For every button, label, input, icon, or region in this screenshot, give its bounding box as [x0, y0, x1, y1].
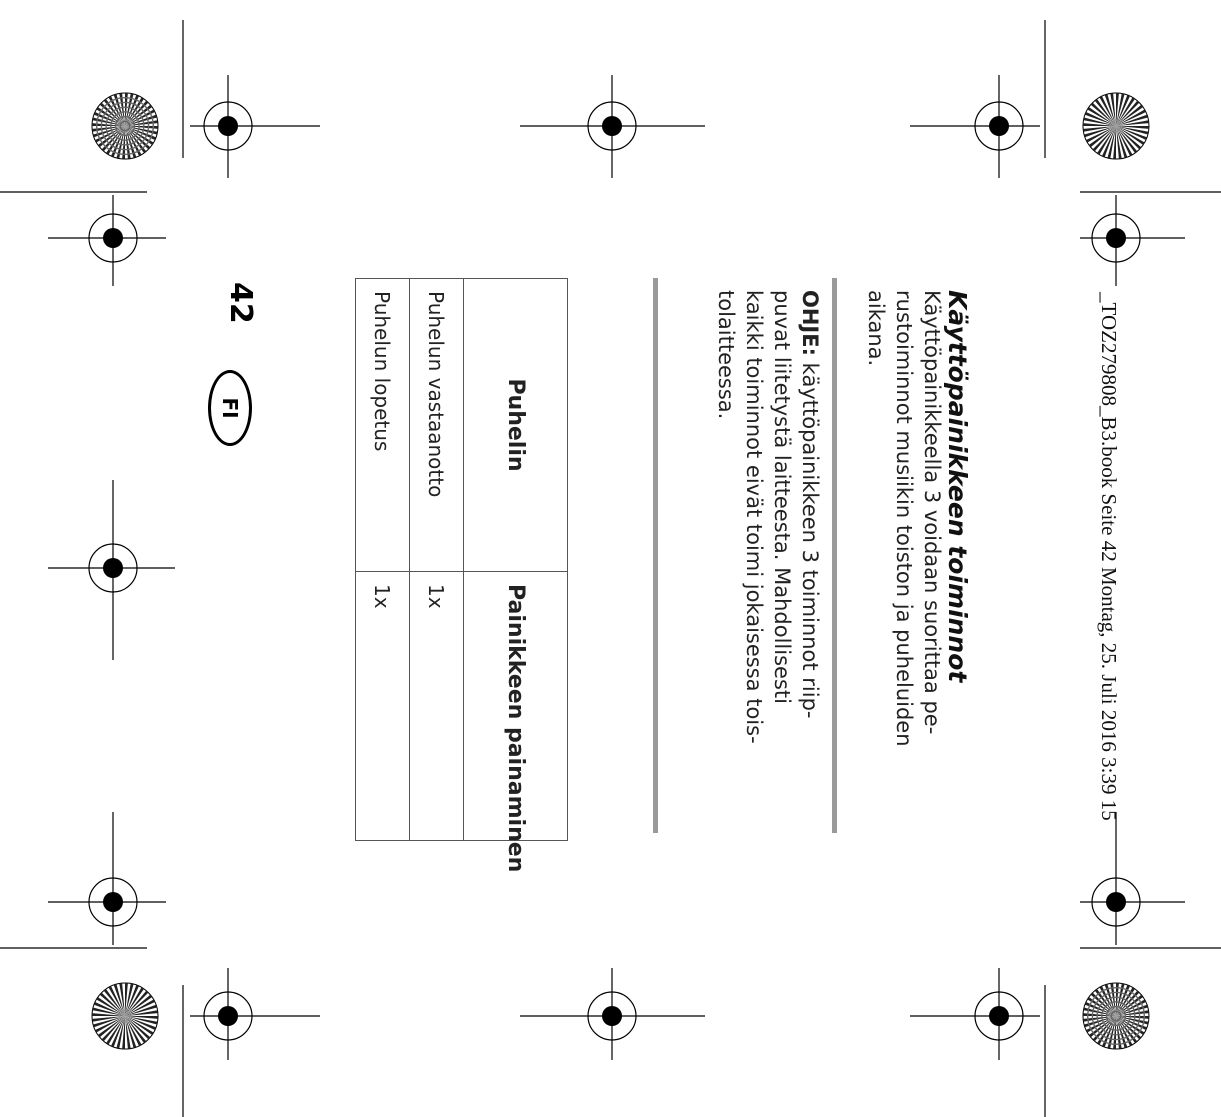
language-code: FI — [218, 397, 242, 419]
crosshair-bottom-right — [910, 968, 1040, 1060]
table-cell: Puhelun vastaanotto — [410, 279, 464, 572]
note-divider-top — [832, 278, 837, 833]
registration-starbursts — [92, 93, 1149, 1049]
crosshair-top-center — [520, 75, 705, 178]
table-cell: Puhelun lopetus — [356, 279, 410, 572]
note-label: OHJE: — [798, 290, 822, 356]
crosshair-top-left — [190, 75, 320, 178]
crosshair-left-upper — [48, 195, 166, 286]
note-line-1 — [799, 290, 820, 718]
crosshair-right-upper — [1080, 195, 1185, 286]
note-line-3: kaikki toiminnot eivät toimi jokaisessa tois- — [742, 290, 766, 744]
language-badge — [208, 370, 252, 446]
crosshair-right-lower — [1080, 812, 1185, 945]
print-header: _TOZ279808_B3.book Seite 42 Montag, 25. Juli 2016 3:39 15 — [1097, 292, 1121, 821]
starburst-mark — [1083, 93, 1149, 159]
crosshair-left-lower — [48, 812, 166, 945]
note-divider-bottom — [653, 278, 658, 833]
note-line-4: tolaitteessa. — [714, 290, 738, 420]
button-function-table — [355, 278, 568, 873]
crosshair-bottom-center — [520, 968, 705, 1060]
note-text-1: käyttöpainikkeen 3 toiminnot riip- — [798, 362, 822, 719]
starburst-mark — [92, 983, 158, 1049]
note-line-2: puvat liitetystä laitteesta. Mahdollisesti — [770, 290, 794, 704]
starburst-mark — [1083, 983, 1149, 1049]
section-heading: Käyttöpainikkeen toiminnot — [943, 290, 972, 683]
table-cell: 1x — [356, 572, 410, 841]
starburst-mark — [92, 93, 158, 159]
table-row — [356, 279, 410, 841]
body-line-1: Käyttöpainikkeella 3 voidaan suorittaa pe- — [920, 290, 944, 735]
body-line-2: rustoiminnot musiikin toiston ja puheluiden — [892, 290, 916, 747]
crosshair-bottom-left — [190, 968, 320, 1060]
table-cell: 1x — [410, 572, 464, 841]
crosshair-left-middle — [48, 480, 175, 660]
crosshair-top-right — [910, 75, 1040, 178]
crop-lines — [0, 20, 1221, 1117]
body-line-3: aikana. — [864, 290, 888, 367]
table-header-press: Painikkeen painaminen — [464, 572, 568, 841]
table-row — [410, 279, 464, 841]
table-header-phone: Puhelin — [464, 279, 568, 572]
page-number: 42 — [223, 282, 258, 324]
